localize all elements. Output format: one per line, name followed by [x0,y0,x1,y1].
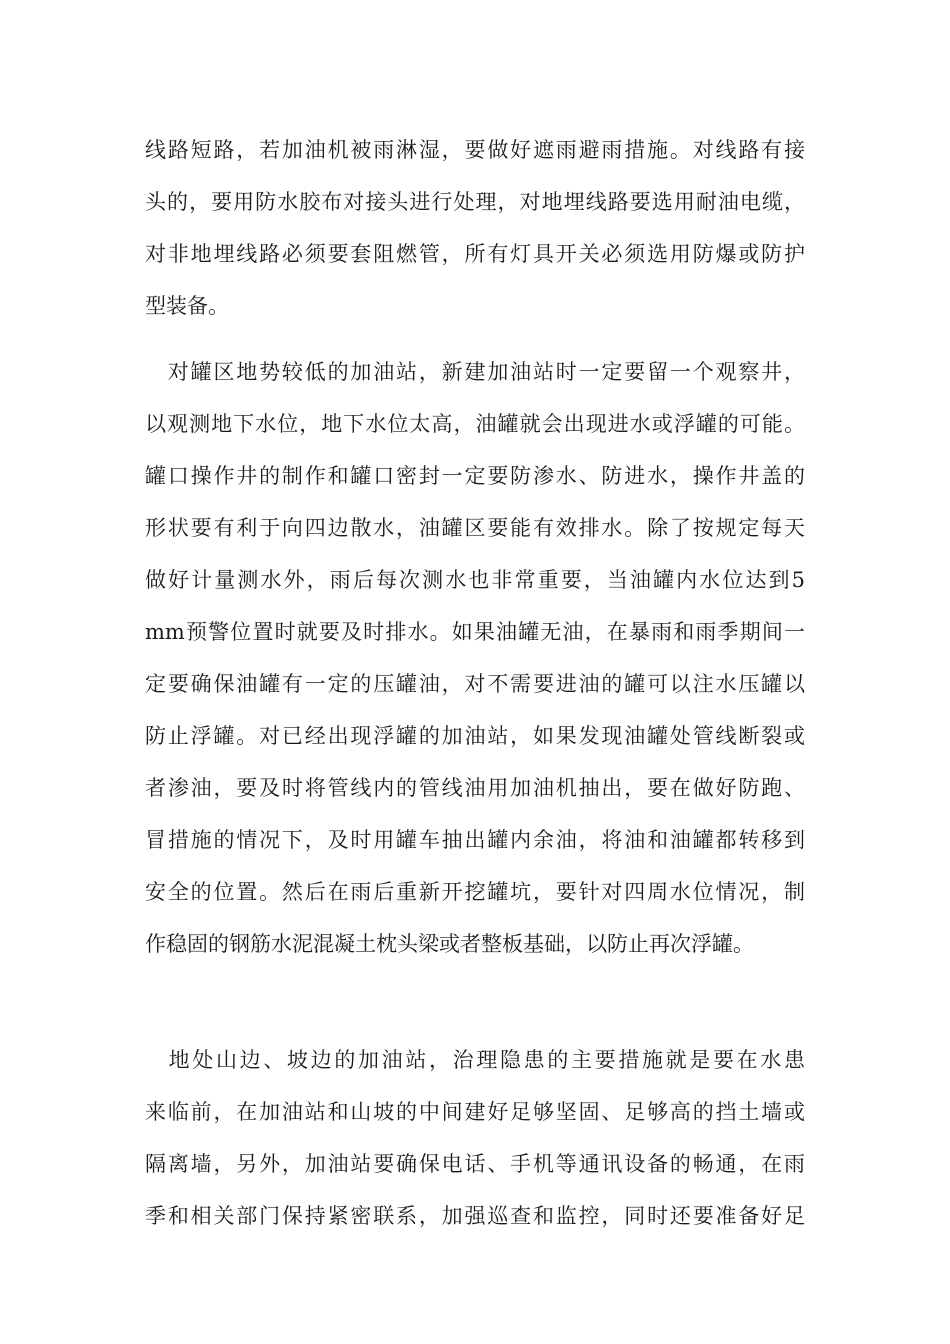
paragraph-low-terrain-tanks [145,346,805,970]
paragraph-line: 隔离墙，另外，加油站要确保电话、手机等通讯设备的畅通，在雨 [145,1152,805,1176]
paragraph-line: 防止浮罐。对已经出现浮罐的加油站，如果发现油罐处管线断裂或 [145,724,805,748]
paragraph-hillside-stations [145,1034,805,1242]
paragraph-line: 安全的位置。然后在雨后重新开挖罐坑，要针对四周水位情况，制 [145,880,805,904]
paragraph-electrical-safety [145,124,805,332]
paragraph-line: 线路短路，若加油机被雨淋湿，要做好遮雨避雨措施。对线路有接 [145,138,805,162]
paragraph-line: 罐口操作井的制作和罐口密封一定要防渗水、防进水，操作井盖的 [145,464,805,488]
paragraph-line: mm预警位置时就要及时排水。如果油罐无油，在暴雨和雨季期间一 [145,620,805,644]
paragraph-line: 对罐区地势较低的加油站，新建加油站时一定要留一个观察井， [145,360,805,384]
paragraph-line: 头的，要用防水胶布对接头进行处理，对地埋线路要选用耐油电缆， [145,190,805,214]
paragraph-line: 季和相关部门保持紧密联系，加强巡查和监控，同时还要准备好足 [145,1204,805,1228]
paragraph-line: 地处山边、坡边的加油站，治理隐患的主要措施就是要在水患 [145,1048,805,1072]
paragraph-line: 定要确保油罐有一定的压罐油，对不需要进油的罐可以注水压罐以 [145,672,805,696]
paragraph-line: 以观测地下水位，地下水位太高，油罐就会出现进水或浮罐的可能。 [145,412,805,436]
paragraph-line: 型装备。 [145,294,229,318]
paragraph-line: 形状要有利于向四边散水，油罐区要能有效排水。除了按规定每天 [145,516,805,540]
paragraph-line: 来临前，在加油站和山坡的中间建好足够坚固、足够高的挡土墙或 [145,1100,805,1124]
paragraph-line: 做好计量测水外，雨后每次测水也非常重要，当油罐内水位达到5 [145,568,805,592]
paragraph-line: 作稳固的钢筋水泥混凝土枕头梁或者整板基础，以防止再次浮罐。 [145,932,754,956]
paragraph-line: 冒措施的情况下，及时用罐车抽出罐内余油，将油和油罐都转移到 [145,828,805,852]
paragraph-line: 对非地埋线路必须要套阻燃管，所有灯具开关必须选用防爆或防护 [145,242,805,266]
paragraph-line: 者渗油，要及时将管线内的管线油用加油机抽出，要在做好防跑、 [145,776,805,800]
